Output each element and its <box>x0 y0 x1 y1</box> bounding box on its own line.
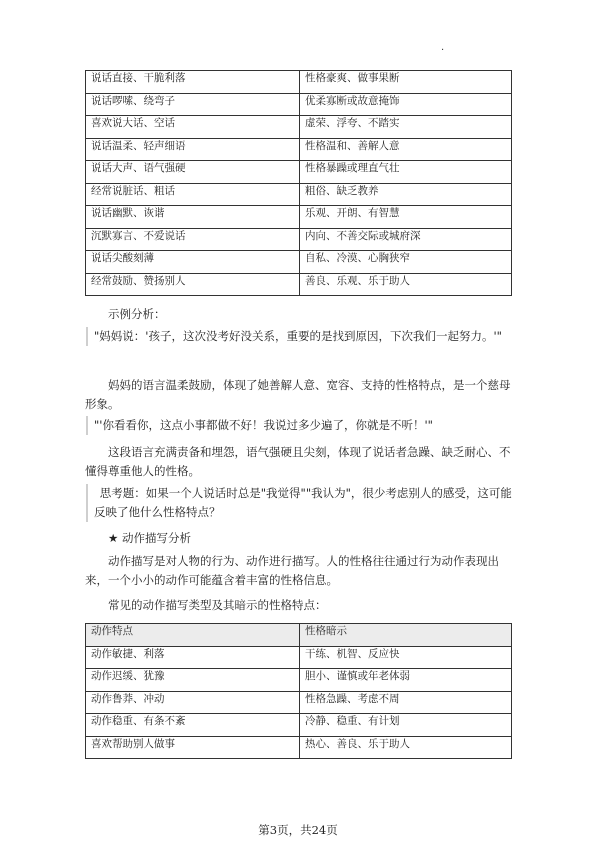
column-header: 动作特点 <box>86 624 300 647</box>
table-cell: 冷静、稳重、有计划 <box>300 714 512 737</box>
table-cell: 善良、乐观、乐于助人 <box>300 273 512 296</box>
table-cell: 沉默寡言、不爱说话 <box>86 228 300 251</box>
table-cell: 说话大声、语气强硬 <box>86 161 300 184</box>
thinking-question: 思考题：如果一个人说话时总是"我觉得""我认为"，很少考虑别人的感受，这可能反映了他什么性格特点？ <box>86 484 518 522</box>
analysis-scolding: 这段语言充满责备和埋怨，语气强硬且尖刻，体现了说话者急躁、缺乏耐心、不懂得尊重他人的性格。 <box>85 445 511 478</box>
table-cell: 经常说脏话、粗话 <box>86 183 300 206</box>
table-cell: 说话幽默、诙谐 <box>86 206 300 229</box>
table-cell: 说话直接、干脆利落 <box>86 71 300 94</box>
table-cell: 说话温柔、轻声细语 <box>86 138 300 161</box>
table-cell: 动作迟缓、犹豫 <box>86 669 300 692</box>
table-cell: 动作敏捷、利落 <box>86 646 300 669</box>
table-row <box>86 93 512 116</box>
table-cell: 热心、善良、乐于助人 <box>300 736 512 759</box>
analysis-mother: 妈妈的语言温柔鼓励，体现了她善解人意、宽容、支持的性格特点，是一个慈母形象。 <box>85 378 511 411</box>
table-row <box>86 206 512 229</box>
table-row <box>86 228 512 251</box>
table-row <box>86 691 512 714</box>
table-cell: 胆小、谨慎或年老体弱 <box>300 669 512 692</box>
table-header-row <box>86 624 512 647</box>
quote-mother: "妈妈说：'孩子，这次没考好没关系，重要的是找到原因，下次我们一起努力。'" <box>86 327 518 346</box>
page-dot: . <box>441 42 445 53</box>
action-intro: 动作描写是对人物的行为、动作进行描写。人的性格往往通过行为动作表现出来，一个小小的动作可能蕴含着丰富的性格信息。 <box>85 554 499 587</box>
table-row <box>86 251 512 274</box>
table-row <box>86 273 512 296</box>
table-cell: 经常鼓励、赞扬别人 <box>86 273 300 296</box>
example-heading: 示例分析： <box>108 307 166 321</box>
table-cell: 自私、冷漠、心胸狭窄 <box>300 251 512 274</box>
table-row <box>86 71 512 94</box>
table-row <box>86 116 512 139</box>
table-cell: 内向、不善交际或城府深 <box>300 228 512 251</box>
action-trait-table <box>85 623 512 759</box>
table-row <box>86 183 512 206</box>
table-row <box>86 736 512 759</box>
quote-scolding: "'你看看你，这点小事都做不好！我说过多少遍了，你就是不听！'" <box>86 416 518 435</box>
action-lead: 常见的动作描写类型及其暗示的性格特点： <box>108 598 327 612</box>
table-cell: 喜欢帮助别人做事 <box>86 736 300 759</box>
table-row <box>86 138 512 161</box>
page-footer: 第3页，共24页 <box>258 823 338 837</box>
table-cell: 干练、机智、反应快 <box>300 646 512 669</box>
table-cell: 说话啰嗦、绕弯子 <box>86 93 300 116</box>
table-cell: 喜欢说大话、空话 <box>86 116 300 139</box>
table-row <box>86 646 512 669</box>
table-cell: 动作鲁莽、冲动 <box>86 691 300 714</box>
table-cell: 粗俗、缺乏教养 <box>300 183 512 206</box>
table-cell: 性格温和、善解人意 <box>300 138 512 161</box>
table-row <box>86 161 512 184</box>
table-cell: 动作稳重、有条不紊 <box>86 714 300 737</box>
table-cell: 性格急躁、考虑不周 <box>300 691 512 714</box>
table-cell: 优柔寡断或故意掩饰 <box>300 93 512 116</box>
table-cell: 性格豪爽、做事果断 <box>300 71 512 94</box>
section-title: ★ 动作描写分析 <box>108 531 191 545</box>
table-row <box>86 669 512 692</box>
column-header: 性格暗示 <box>300 624 512 647</box>
table-cell: 乐观、开朗、有智慧 <box>300 206 512 229</box>
speech-trait-table <box>85 70 512 296</box>
table-cell: 性格暴躁或理直气壮 <box>300 161 512 184</box>
table-row <box>86 714 512 737</box>
table-cell: 说话尖酸刻薄 <box>86 251 300 274</box>
table-cell: 虚荣、浮夸、不踏实 <box>300 116 512 139</box>
